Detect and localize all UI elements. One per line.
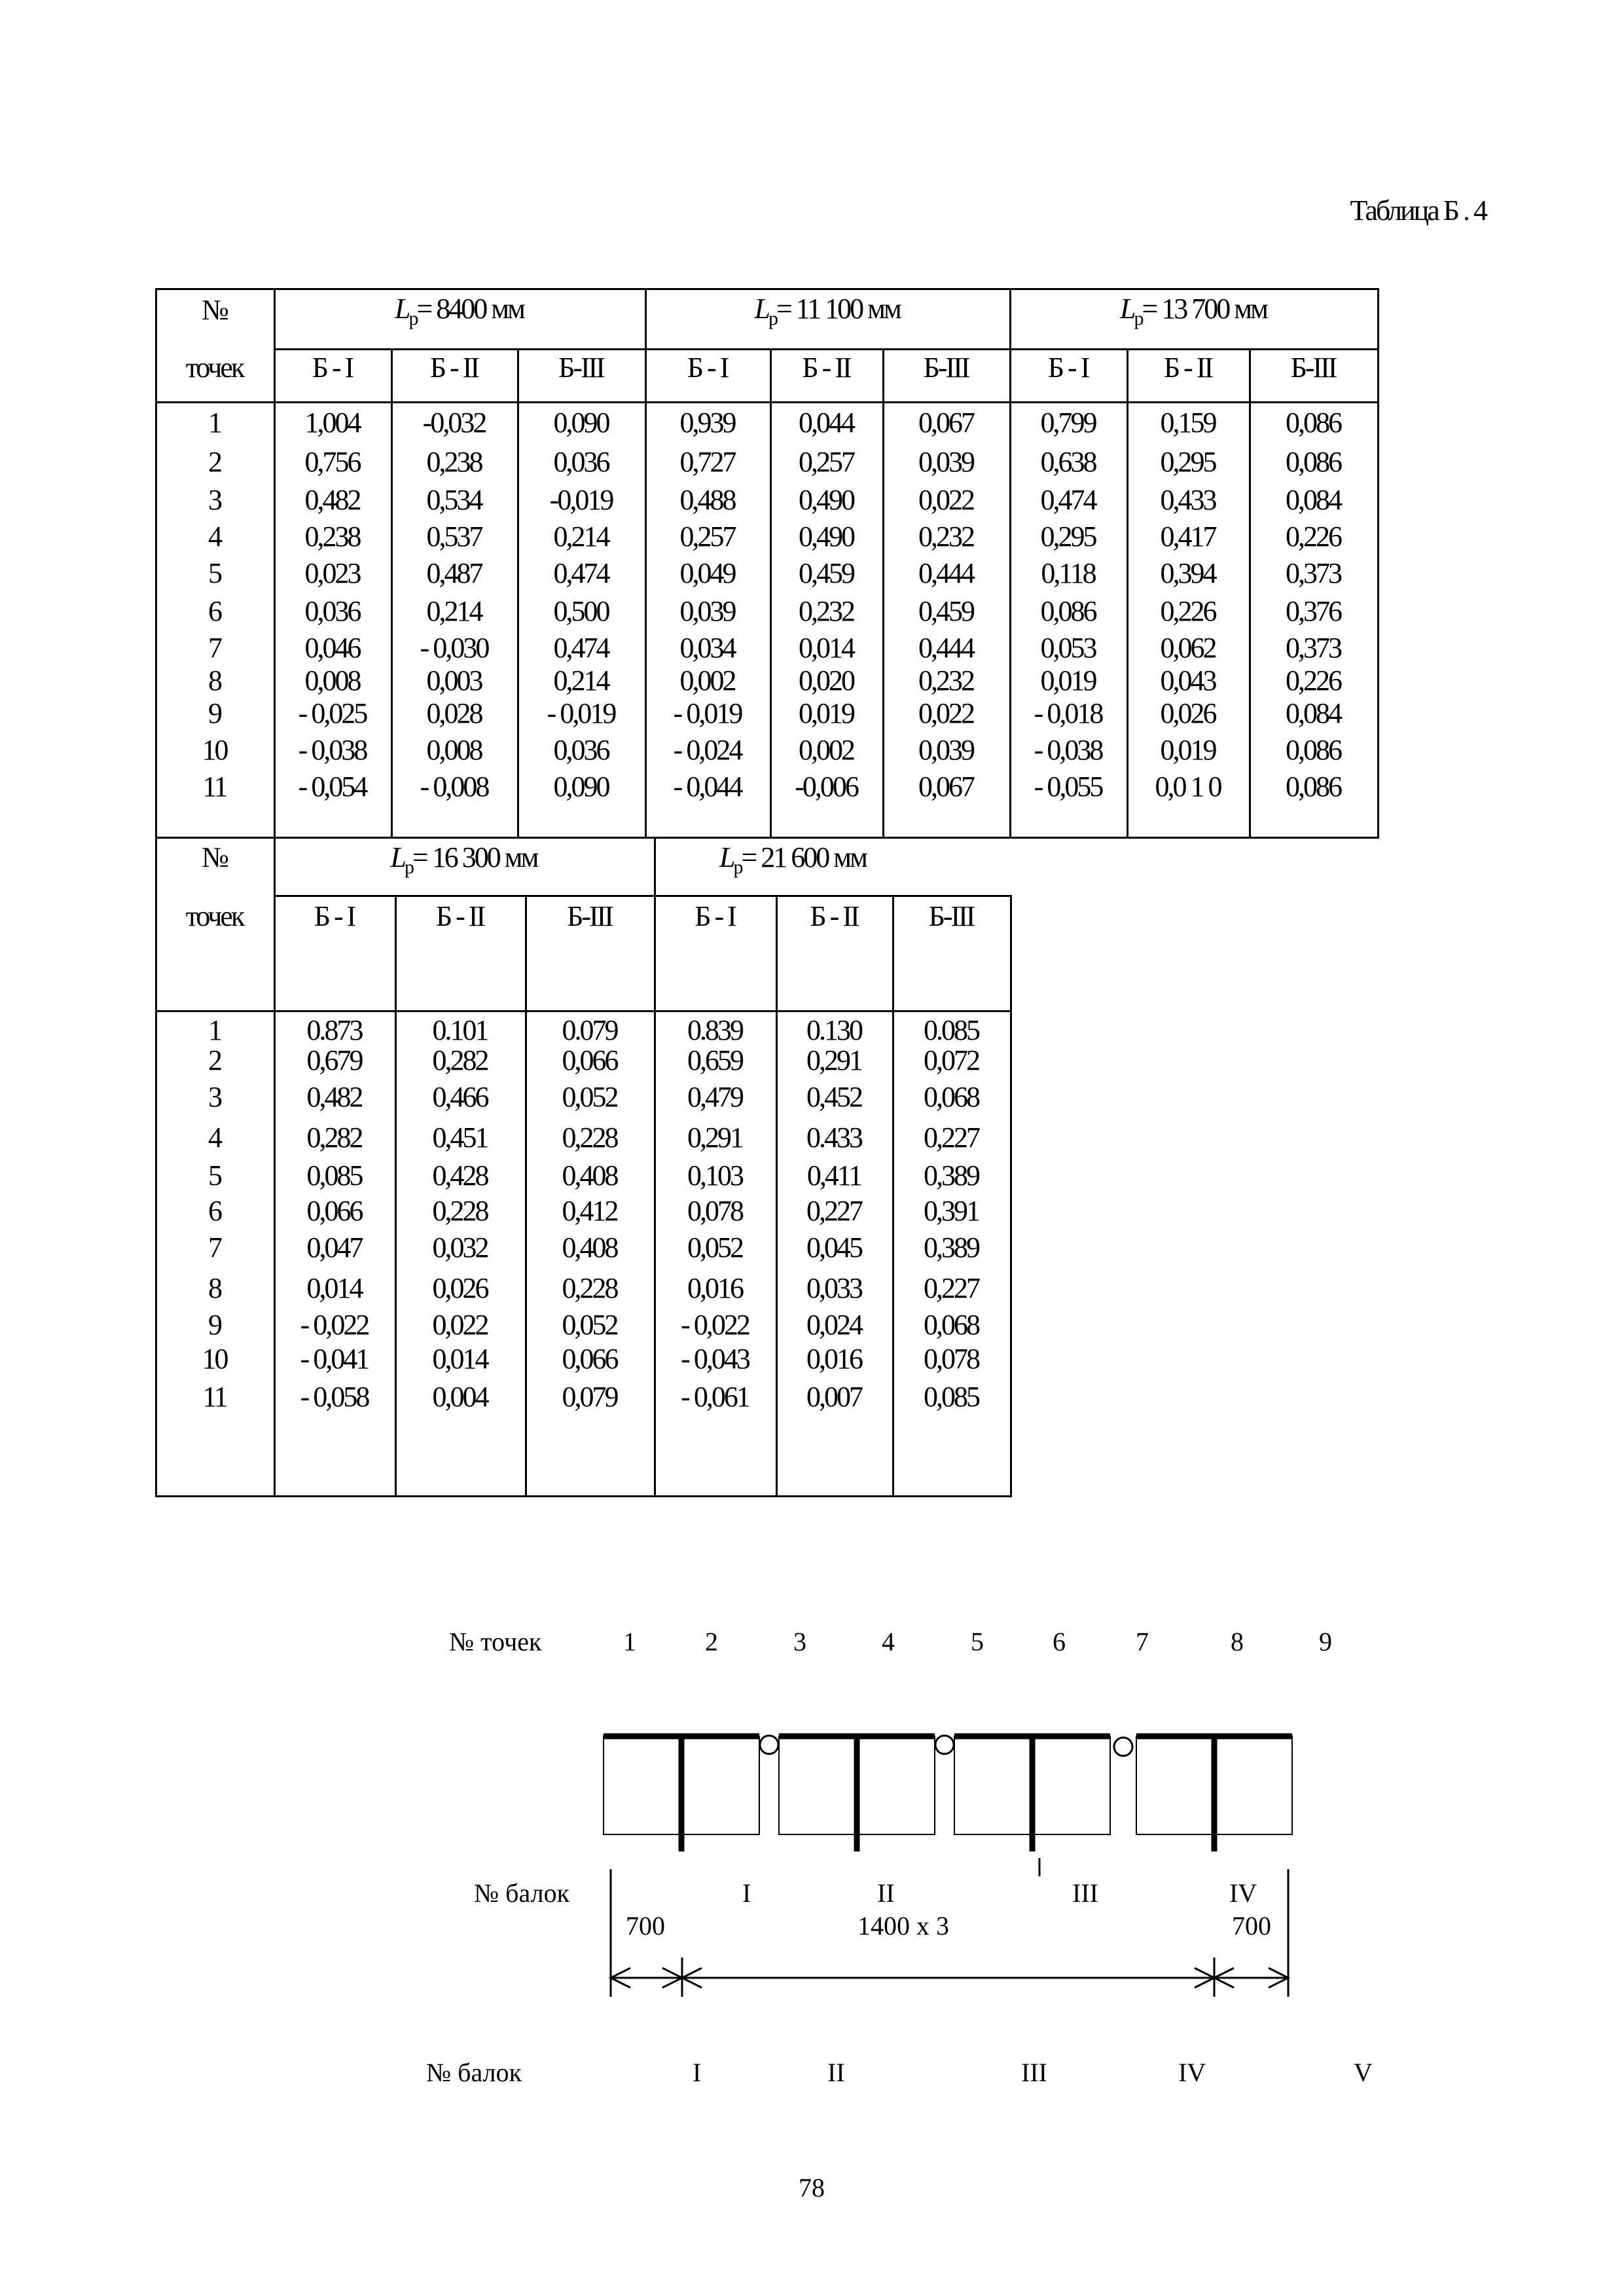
table-cell: 0,214 [553, 665, 609, 697]
points-label: № точек [449, 1627, 542, 1656]
column-header: Б - II [802, 352, 850, 384]
table-rule [155, 401, 1379, 403]
group-label: $L_р= 11$ 100 мм [754, 293, 900, 329]
table-cell: 0,004 [432, 1381, 488, 1413]
row-number: 1 [208, 407, 221, 439]
point-number: 4 [882, 1627, 895, 1656]
table-cell: 0,408 [562, 1231, 617, 1264]
beam-webs [681, 1736, 1214, 1851]
point-number: 3 [793, 1627, 806, 1656]
table-cell: 0,052 [687, 1231, 742, 1264]
table-cell: 0,482 [304, 484, 360, 516]
table-cell: 0,756 [304, 446, 360, 478]
table-cell: 0,291 [687, 1121, 742, 1154]
table-cell: 0,008 [304, 665, 360, 697]
table-rule [155, 1010, 1012, 1012]
table-cell: 0,066 [306, 1195, 362, 1227]
table-cell: 0,086 [1286, 734, 1341, 766]
table-cell: - 0,008 [420, 771, 488, 803]
table-cell: 0,459 [918, 595, 973, 627]
beam-label: IV [1178, 2058, 1206, 2087]
table-cell: 0,466 [432, 1081, 488, 1113]
table-rule [645, 288, 647, 839]
table-cell: 0,257 [799, 446, 854, 478]
table-cell: 0,373 [1286, 632, 1341, 664]
table-cell: - 0,044 [673, 771, 742, 803]
table-cell: 0.873 [306, 1014, 362, 1046]
table-cell: 0,373 [1286, 557, 1341, 589]
group-label: $L_р= 8400$ мм [395, 293, 524, 329]
column-header: Б-III [567, 900, 612, 932]
table-cell: 0,214 [426, 595, 482, 627]
table-cell: 0,039 [918, 446, 973, 478]
table-cell: 0,036 [553, 446, 609, 478]
table-cell: 0,014 [306, 1272, 362, 1304]
dim-left: 700 [626, 1911, 665, 1941]
table-cell: 0,067 [918, 771, 973, 803]
beam-label: IV [1229, 1878, 1257, 1908]
table-cell: - 0,038 [298, 734, 367, 766]
table-cell: 0,034 [679, 632, 735, 664]
point-number: 1 [623, 1627, 636, 1656]
table-cell: 0,408 [562, 1159, 617, 1192]
dim-middle: 1400 x 3 [857, 1911, 949, 1941]
point-number: 8 [1231, 1627, 1244, 1656]
row-number: 11 [202, 771, 226, 803]
column-header: Б - I [695, 900, 735, 932]
table-cell: 0,028 [426, 697, 482, 729]
table-cell: 0,679 [306, 1044, 362, 1076]
table-cell: 0,232 [918, 665, 973, 697]
table-cell: 0,232 [799, 595, 854, 627]
column-header: Б - II [429, 352, 478, 384]
table-cell: 0,412 [562, 1195, 617, 1227]
table-rule [1249, 348, 1251, 839]
table-cell: 0,411 [806, 1159, 861, 1192]
beams-label-lower: № балок [426, 2058, 522, 2087]
table-cell: 0,086 [1286, 446, 1341, 478]
column-header: Б - II [810, 900, 858, 932]
table-cell: - 0,024 [673, 734, 742, 766]
table-cell: - 0,061 [681, 1381, 749, 1413]
row-number: 10 [202, 1343, 227, 1375]
table-cell: 0,078 [924, 1343, 979, 1375]
table-cell: 0,062 [1160, 632, 1216, 664]
table-cell: 0.101 [432, 1014, 488, 1046]
table-cell: 0,002 [679, 665, 735, 697]
column-header: Б - I [312, 352, 353, 384]
table-cell: 0,451 [432, 1121, 488, 1154]
table-cell: 0,226 [1160, 595, 1216, 627]
point-number: 7 [1136, 1627, 1149, 1656]
table-cell: 0,638 [1040, 446, 1096, 478]
table-cell: -0,032 [422, 407, 486, 439]
beam-label: II [827, 2058, 845, 2087]
column-header: Б-III [928, 900, 974, 932]
table-cell: 0,014 [799, 632, 854, 664]
table-cell: 0,389 [924, 1159, 979, 1192]
table-cell: 0,022 [432, 1309, 488, 1341]
row-number: 7 [208, 632, 221, 664]
table-rule [517, 348, 519, 839]
table-cell: 0,086 [1286, 771, 1341, 803]
row-number: 9 [208, 1309, 221, 1341]
table-cell: -0,006 [795, 771, 857, 803]
table-cell: 0,084 [1286, 484, 1341, 516]
row-number: 8 [208, 665, 221, 697]
table-cell: 0,022 [918, 484, 973, 516]
row-number: 1 [208, 1014, 221, 1046]
points-header: точек [185, 352, 244, 384]
table-cell: 0,228 [562, 1121, 617, 1154]
point-number: 6 [1053, 1627, 1066, 1656]
table-cell: - 0,019 [673, 697, 742, 729]
table-cell: 0,488 [679, 484, 735, 516]
table-cell: 0,490 [799, 520, 854, 553]
column-header: Б-III [558, 352, 604, 384]
beam-label: III [1021, 2058, 1047, 2087]
table-cell: 0,066 [562, 1343, 617, 1375]
table-cell: 0,052 [562, 1309, 617, 1341]
table-cell: 0,159 [1160, 407, 1216, 439]
table-cell: - 0,025 [298, 697, 367, 729]
beam-slabs [604, 1736, 1292, 1834]
table-cell: 0,428 [432, 1159, 488, 1192]
table-cell: - 0,058 [300, 1381, 369, 1413]
table-cell: 0,537 [426, 520, 482, 553]
column-header: Б - I [1047, 352, 1089, 384]
table-cell: 0,086 [1040, 595, 1096, 627]
table-cell: 0,068 [924, 1081, 979, 1113]
table-cell: 0,090 [553, 407, 609, 439]
table-cell: 0,238 [426, 446, 482, 478]
table-cell: 0,052 [562, 1081, 617, 1113]
table-cell: 0,090 [553, 771, 609, 803]
table-caption: Таблица Б . 4 [1350, 194, 1486, 227]
table-cell: 0,534 [426, 484, 482, 516]
table-cell: - 0,019 [547, 697, 615, 729]
column-header: Б-III [1290, 352, 1336, 384]
table-cell: 0,490 [799, 484, 854, 516]
table-cell: 0,214 [553, 520, 609, 553]
table-cell: 0,444 [918, 557, 973, 589]
table-cell: 0,026 [432, 1272, 488, 1304]
beam-label: V [1354, 2058, 1373, 2087]
table-cell: 0,078 [687, 1195, 742, 1227]
table-cell: 0,433 [1160, 484, 1216, 516]
table-cell: 0,022 [918, 697, 973, 729]
table-cell: 0,019 [1160, 734, 1216, 766]
table-cell: 0,282 [432, 1044, 488, 1076]
row-number: 10 [202, 734, 227, 766]
table-cell: 0.130 [806, 1014, 861, 1046]
table-rule [274, 348, 1377, 350]
row-number: 11 [202, 1381, 226, 1413]
table-cell: 0,291 [806, 1044, 861, 1076]
table-cell: 0,227 [924, 1121, 979, 1154]
points-header-num: № [202, 294, 227, 326]
table-cell: 0,072 [924, 1044, 979, 1076]
table-cell: 0,482 [306, 1081, 362, 1113]
dim-right: 700 [1232, 1911, 1271, 1941]
table-cell: 0,228 [432, 1195, 488, 1227]
table-cell: 0,799 [1040, 407, 1096, 439]
table-cell: 0,238 [304, 520, 360, 553]
table-cell: 0,228 [562, 1272, 617, 1304]
row-number: 6 [208, 595, 221, 627]
points-header-num: № [202, 841, 227, 873]
table-cell: 0,019 [799, 697, 854, 729]
table-cell: 0,045 [806, 1231, 861, 1264]
table-rule [395, 895, 397, 1497]
group-label: $L_р= 13$ 700 мм [1120, 293, 1267, 329]
table-cell: 0,033 [806, 1272, 861, 1304]
row-number: 5 [208, 557, 221, 589]
table-cell: - 0,054 [298, 771, 367, 803]
table-cell: 0,479 [687, 1081, 742, 1113]
table-cell: 0,295 [1160, 446, 1216, 478]
row-number: 8 [208, 1272, 221, 1304]
table-cell: 0,474 [1040, 484, 1096, 516]
table-cell: 0,002 [799, 734, 854, 766]
table-cell: 0,016 [806, 1343, 861, 1375]
table-cell: 0,079 [562, 1381, 617, 1413]
table-cell: 0,391 [924, 1195, 979, 1227]
table-cell: 0,047 [306, 1231, 362, 1264]
table-cell: 0,039 [679, 595, 735, 627]
table-cell: 0,026 [1160, 697, 1216, 729]
table-cell: 0,0 1 0 [1155, 771, 1221, 803]
table-cell: 0,394 [1160, 557, 1216, 589]
table-cell: 0,487 [426, 557, 482, 589]
table-cell: - 0,030 [420, 632, 488, 664]
table-cell: 0,500 [553, 595, 609, 627]
table-rule [155, 288, 1379, 290]
table-cell: 0,227 [806, 1195, 861, 1227]
table-cell: 0,036 [553, 734, 609, 766]
column-header: Б - II [1163, 352, 1212, 384]
table-cell: - 0,022 [681, 1309, 749, 1341]
table-cell: 0,389 [924, 1231, 979, 1264]
row-number: 4 [208, 1121, 221, 1154]
row-number: 7 [208, 1231, 221, 1264]
row-number: 9 [208, 697, 221, 729]
table-cell: 0,103 [687, 1159, 742, 1192]
table-cell: 0,452 [806, 1081, 861, 1113]
group-label: $L_р= 21$ 600 мм [719, 841, 866, 878]
table-cell: 0,019 [1040, 665, 1096, 697]
table-cell: 0,003 [426, 665, 482, 697]
row-number: 6 [208, 1195, 221, 1227]
table-cell: 0,226 [1286, 665, 1341, 697]
table-cell: 0,067 [918, 407, 973, 439]
column-header: Б - I [314, 900, 355, 932]
row-number: 3 [208, 1081, 221, 1113]
table-cell: 0,086 [1286, 407, 1341, 439]
table-cell: 0,085 [924, 1381, 979, 1413]
table-cell: - 0,041 [300, 1343, 369, 1375]
table-rule [525, 895, 527, 1497]
column-header: Б - I [687, 352, 728, 384]
table-cell: - 0,038 [1034, 734, 1102, 766]
table-cell: 0,232 [918, 520, 973, 553]
table-cell: - 0,055 [1034, 771, 1102, 803]
table-cell: 0,474 [553, 557, 609, 589]
table-cell: 0,066 [562, 1044, 617, 1076]
row-number: 2 [208, 1044, 221, 1076]
table-cell: 0,044 [799, 407, 854, 439]
table-cell: 0,295 [1040, 520, 1096, 553]
points-header: точек [185, 900, 244, 932]
table-cell: - 0,043 [681, 1343, 749, 1375]
table-cell: 0,032 [432, 1231, 488, 1264]
joint-hinges [760, 1736, 1132, 1756]
beams-label-upper: № балок [474, 1878, 570, 1908]
table-rule [155, 837, 1379, 839]
table-rule [155, 1495, 1012, 1497]
beam-label: I [742, 1878, 751, 1908]
dimension-line [611, 1869, 1288, 1997]
table-cell: 0,282 [306, 1121, 362, 1154]
table-cell: 0.079 [562, 1014, 617, 1046]
point-number: 9 [1319, 1627, 1332, 1656]
table-cell: 0,118 [1041, 557, 1095, 589]
table-cell: 0,024 [806, 1309, 861, 1341]
table-cell: 0,257 [679, 520, 735, 553]
table-cell: 0.839 [687, 1014, 742, 1046]
table-cell: 0,459 [799, 557, 854, 589]
table-cell: - 0,018 [1034, 697, 1102, 729]
table-cell: - 0,022 [300, 1309, 369, 1341]
point-number: 5 [971, 1627, 984, 1656]
column-header: Б-III [923, 352, 969, 384]
table-cell: 0,227 [924, 1272, 979, 1304]
table-cell: 0,020 [799, 665, 854, 697]
table-cell: 0,085 [306, 1159, 362, 1192]
column-header: Б - II [435, 900, 484, 932]
table-cell: -0,019 [549, 484, 613, 516]
table-cell: 0,474 [553, 632, 609, 664]
table-cell: 0,727 [679, 446, 735, 478]
group-label: $L_р= 16$ 300 мм [390, 841, 537, 878]
table-cell: 0,376 [1286, 595, 1341, 627]
table-rule [1377, 288, 1379, 839]
table-cell: 0,068 [924, 1309, 979, 1341]
table-cell: 0,039 [918, 734, 973, 766]
table-cell: 0,016 [687, 1272, 742, 1304]
table-cell: 1,004 [304, 407, 360, 439]
row-number: 3 [208, 484, 221, 516]
table-cell: 0,043 [1160, 665, 1216, 697]
table-cell: 0,008 [426, 734, 482, 766]
table-cell: 0,053 [1040, 632, 1096, 664]
table-cell: 0.433 [806, 1121, 861, 1154]
point-number: 2 [705, 1627, 718, 1656]
page-number: 78 [799, 2173, 825, 2202]
beam-label: I [693, 2058, 702, 2087]
beam-label: II [877, 1878, 895, 1908]
table-cell: 0,036 [304, 595, 360, 627]
table-cell: 0,046 [304, 632, 360, 664]
row-number: 4 [208, 520, 221, 553]
row-number: 5 [208, 1159, 221, 1192]
beam-label: III [1072, 1878, 1098, 1908]
table-cell: 0,049 [679, 557, 735, 589]
table-cell: 0,226 [1286, 520, 1341, 553]
row-number: 2 [208, 446, 221, 478]
table-cell: 0,939 [679, 407, 735, 439]
table-cell: 0,659 [687, 1044, 742, 1076]
table-cell: 0,444 [918, 632, 973, 664]
table-cell: 0,023 [304, 557, 360, 589]
table-rule [274, 895, 1010, 897]
table-cell: 0.085 [924, 1014, 979, 1046]
table-rule [1010, 895, 1012, 1497]
table-cell: 0,014 [432, 1343, 488, 1375]
table-cell: 0,084 [1286, 697, 1341, 729]
table-cell: 0,007 [806, 1381, 861, 1413]
table-cell: 0,417 [1160, 520, 1216, 553]
